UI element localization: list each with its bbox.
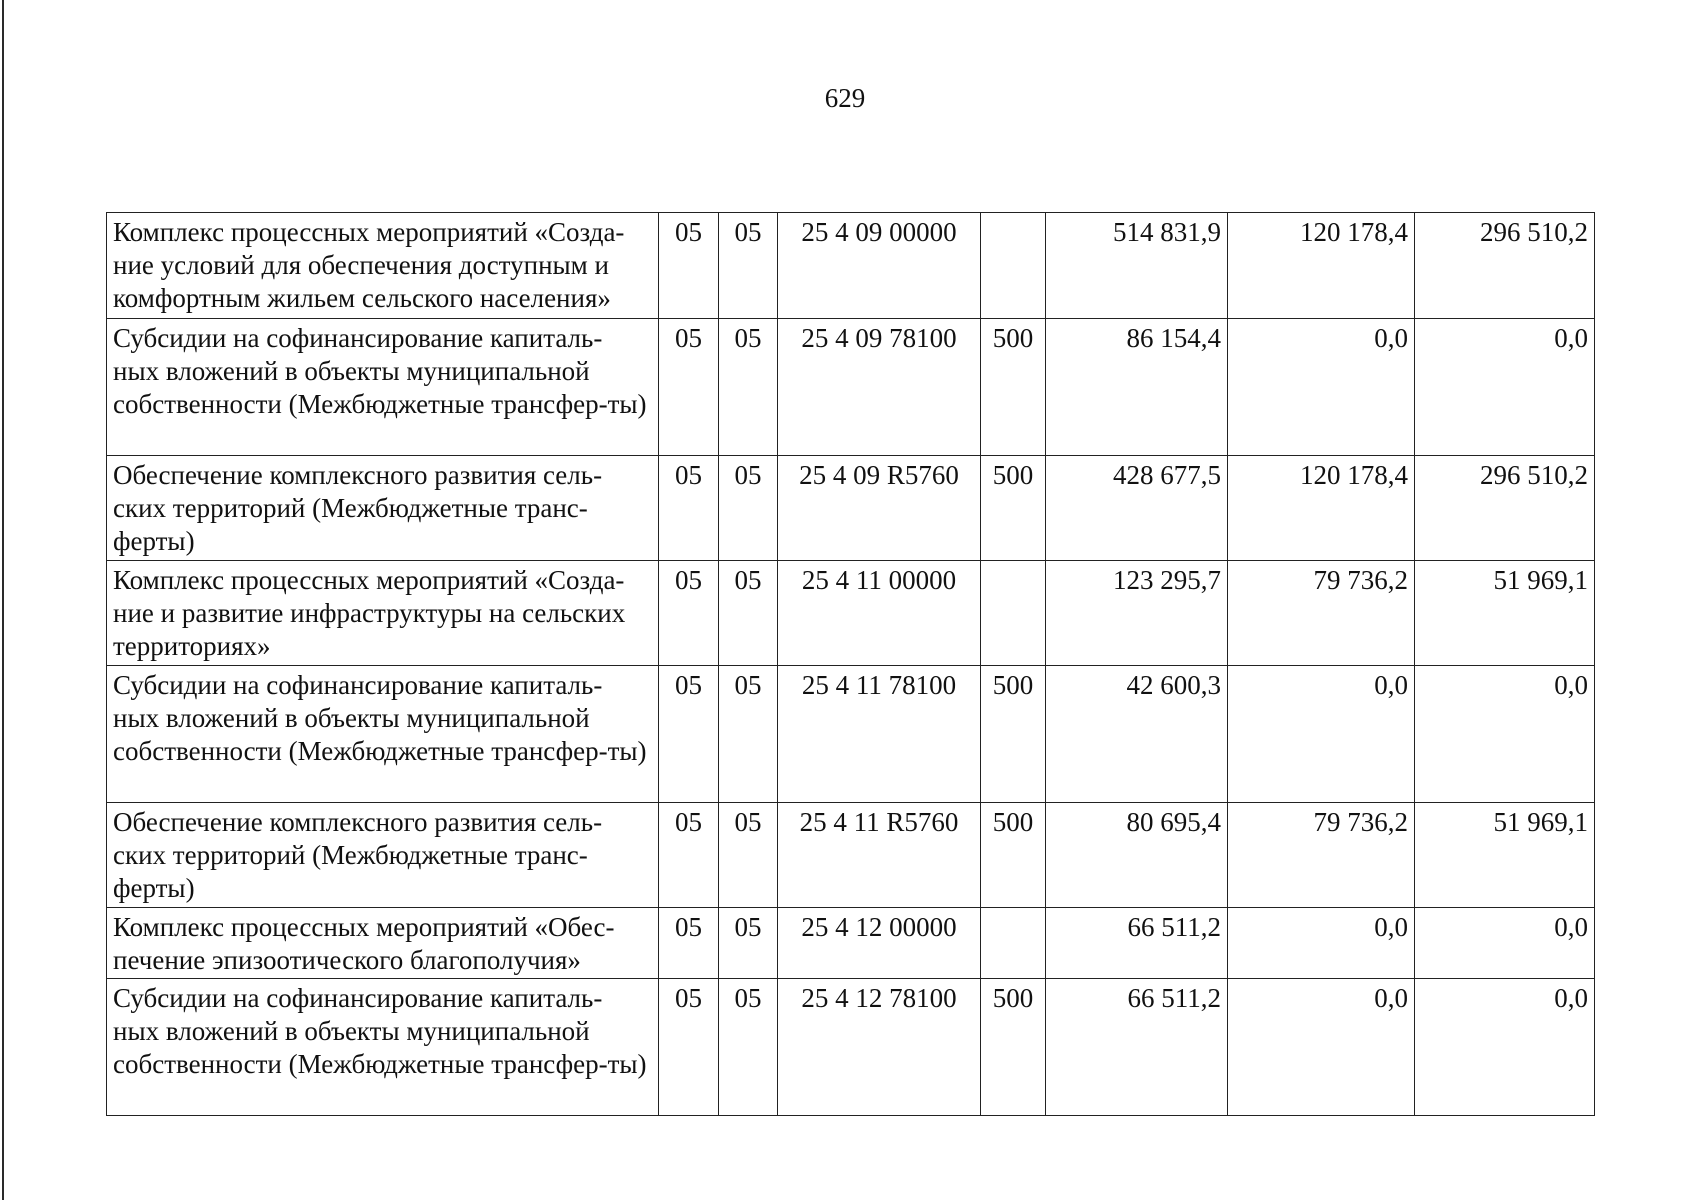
table-row (107, 213, 1595, 319)
amount-year2-cell: 0,0 (1228, 908, 1415, 979)
subsection-code-cell: 05 (719, 979, 778, 1116)
table-row (107, 908, 1595, 979)
subsection-code-cell: 05 (719, 319, 778, 456)
subsection-code-cell: 05 (719, 803, 778, 908)
expense-type-cell: 500 (981, 456, 1046, 561)
amount-year3-cell: 51 969,1 (1415, 803, 1595, 908)
section-code-cell: 05 (659, 213, 719, 319)
section-code-cell: 05 (659, 803, 719, 908)
amount-year1-cell: 123 295,7 (1046, 561, 1228, 666)
amount-year3-cell: 0,0 (1415, 908, 1595, 979)
subsection-code-cell: 05 (719, 666, 778, 803)
target-article-cell: 25 4 11 00000 (778, 561, 981, 666)
section-code-cell: 05 (659, 319, 719, 456)
subsection-code-cell: 05 (719, 456, 778, 561)
table-row (107, 456, 1595, 561)
row-name-cell: Комплекс процессных мероприятий «Созда-ние условий для обеспечения доступным и комфортным жильем сельского населения» (107, 213, 659, 319)
amount-year2-cell: 79 736,2 (1228, 803, 1415, 908)
expense-type-cell: 500 (981, 979, 1046, 1116)
row-name-cell: Обеспечение комплексного развития сель-ских территорий (Межбюджетные транс-ферты) (107, 803, 659, 908)
row-name-cell: Комплекс процессных мероприятий «Созда-ние и развитие инфраструктуры на сельских территориях» (107, 561, 659, 666)
table-row (107, 979, 1595, 1116)
table-row (107, 319, 1595, 456)
subsection-code-cell: 05 (719, 213, 778, 319)
table-row (107, 803, 1595, 908)
amount-year3-cell: 0,0 (1415, 319, 1595, 456)
amount-year3-cell: 0,0 (1415, 979, 1595, 1116)
section-code-cell: 05 (659, 666, 719, 803)
amount-year2-cell: 120 178,4 (1228, 456, 1415, 561)
target-article-cell: 25 4 12 78100 (778, 979, 981, 1116)
amount-year2-cell: 0,0 (1228, 979, 1415, 1116)
amount-year1-cell: 86 154,4 (1046, 319, 1228, 456)
amount-year1-cell: 80 695,4 (1046, 803, 1228, 908)
target-article-cell: 25 4 12 00000 (778, 908, 981, 979)
amount-year1-cell: 66 511,2 (1046, 979, 1228, 1116)
section-code-cell: 05 (659, 456, 719, 561)
section-code-cell: 05 (659, 561, 719, 666)
subsection-code-cell: 05 (719, 561, 778, 666)
target-article-cell: 25 4 11 78100 (778, 666, 981, 803)
target-article-cell: 25 4 11 R5760 (778, 803, 981, 908)
target-article-cell: 25 4 09 R5760 (778, 456, 981, 561)
amount-year2-cell: 120 178,4 (1228, 213, 1415, 319)
subsection-code-cell: 05 (719, 908, 778, 979)
amount-year2-cell: 79 736,2 (1228, 561, 1415, 666)
amount-year1-cell: 66 511,2 (1046, 908, 1228, 979)
amount-year3-cell: 51 969,1 (1415, 561, 1595, 666)
expense-type-cell (981, 561, 1046, 666)
amount-year1-cell: 514 831,9 (1046, 213, 1228, 319)
budget-table (106, 212, 1595, 1116)
expense-type-cell: 500 (981, 803, 1046, 908)
table-row (107, 561, 1595, 666)
row-name-cell: Комплекс процессных мероприятий «Обес-печение эпизоотического благополучия» (107, 908, 659, 979)
amount-year2-cell: 0,0 (1228, 319, 1415, 456)
amount-year3-cell: 296 510,2 (1415, 213, 1595, 319)
section-code-cell: 05 (659, 908, 719, 979)
expense-type-cell (981, 213, 1046, 319)
expense-type-cell (981, 908, 1046, 979)
row-name-cell: Субсидии на софинансирование капиталь-ных вложений в объекты муниципальной собственности (Межбюджетные трансфер-ты) (107, 319, 659, 456)
amount-year3-cell: 296 510,2 (1415, 456, 1595, 561)
amount-year2-cell: 0,0 (1228, 666, 1415, 803)
page-number: 629 (824, 83, 866, 113)
amount-year3-cell: 0,0 (1415, 666, 1595, 803)
expense-type-cell: 500 (981, 666, 1046, 803)
target-article-cell: 25 4 09 00000 (778, 213, 981, 319)
target-article-cell: 25 4 09 78100 (778, 319, 981, 456)
amount-year1-cell: 428 677,5 (1046, 456, 1228, 561)
row-name-cell: Субсидии на софинансирование капиталь-ных вложений в объекты муниципальной собственности (Межбюджетные трансфер-ты) (107, 979, 659, 1116)
expense-type-cell: 500 (981, 319, 1046, 456)
section-code-cell: 05 (659, 979, 719, 1116)
row-name-cell: Обеспечение комплексного развития сель-ских территорий (Межбюджетные транс-ферты) (107, 456, 659, 561)
row-name-cell: Субсидии на софинансирование капиталь-ных вложений в объекты муниципальной собственности (Межбюджетные трансфер-ты) (107, 666, 659, 803)
page-edge-line (2, 0, 4, 1200)
amount-year1-cell: 42 600,3 (1046, 666, 1228, 803)
table-row (107, 666, 1595, 803)
